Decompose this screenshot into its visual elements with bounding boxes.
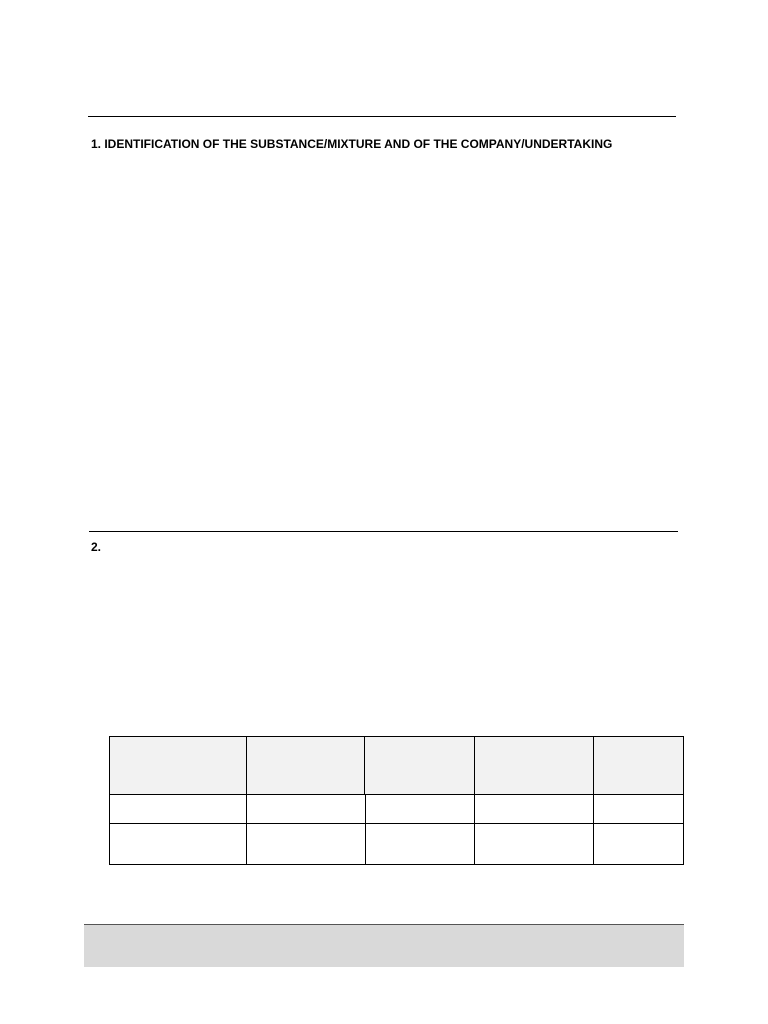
table-header-cell (364, 736, 475, 795)
section-2-top-rule (89, 531, 678, 532)
table-cell (365, 794, 475, 824)
table-cell (246, 794, 366, 824)
table-cell (593, 823, 684, 865)
table-cell (109, 794, 247, 824)
section-3-header-bar (84, 924, 684, 967)
section-1-top-rule (88, 116, 676, 117)
table-cell (246, 823, 366, 865)
table-cell (593, 794, 684, 824)
composition-table (109, 736, 684, 865)
table-cell (474, 823, 594, 865)
table-header-cell (246, 736, 365, 795)
section-2-heading: 2. (91, 540, 102, 554)
table-header-cell (593, 736, 684, 795)
table-cell (365, 823, 475, 865)
table-cell (474, 794, 594, 824)
table-cell (109, 823, 247, 865)
section-1-heading: 1. IDENTIFICATION OF THE SUBSTANCE/MIXTURE AND OF THE COMPANY/UNDERTAKING (91, 137, 613, 151)
table-header-cell (474, 736, 594, 795)
table-header-cell (109, 736, 247, 795)
